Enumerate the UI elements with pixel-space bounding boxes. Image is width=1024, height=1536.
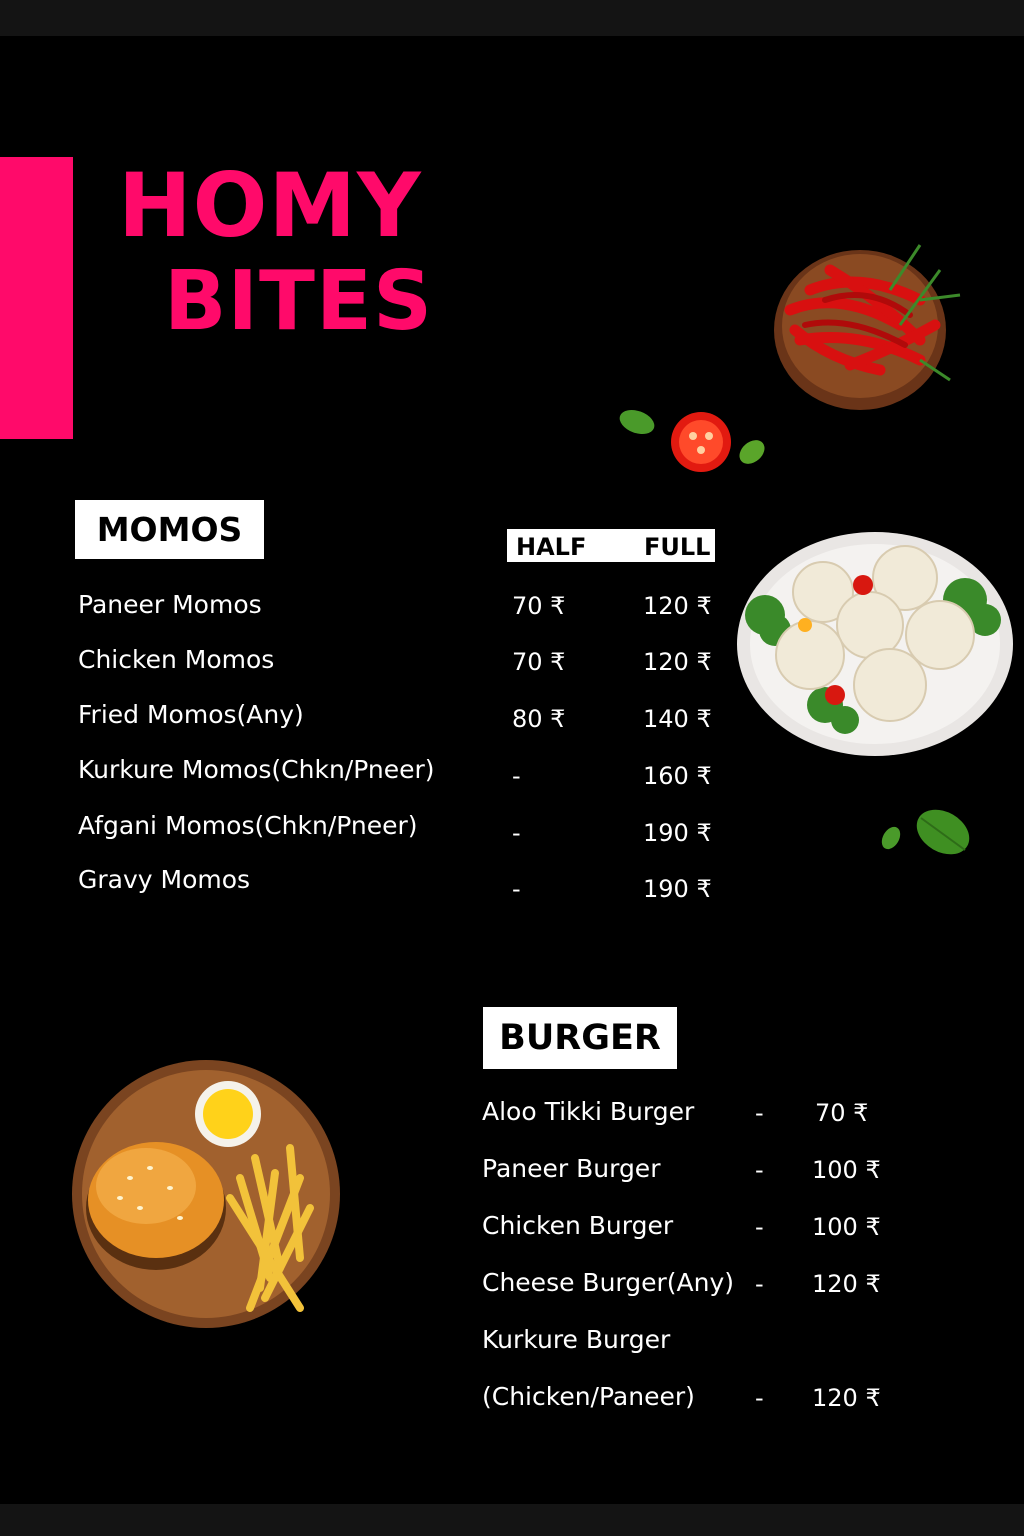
burger-item-price: 100 ₹ [812,1156,881,1184]
burger-item-price: 120 ₹ [812,1384,881,1412]
burger-item-price: 70 ₹ [815,1099,869,1127]
tomato-garnish [615,402,775,482]
momos-item-half-price: - [512,875,521,903]
momos-item-name: Kurkure Momos(Chkn/Pneer) [78,755,435,784]
basil-leaves-icon [875,800,975,870]
burger-item-price: 100 ₹ [812,1213,881,1241]
momos-section-title: MOMOS [75,500,264,559]
burger-item-name: Paneer Burger [482,1154,661,1183]
momos-item-name: Fried Momos(Any) [78,700,304,729]
burger-item-name: (Chicken/Paneer) [482,1382,695,1411]
brand-line-2: BITES [164,254,434,349]
burger-item-name: Cheese Burger(Any) [482,1268,735,1297]
burger-fries-plate-icon [70,1058,345,1333]
momos-item-half-price: 70 ₹ [512,592,566,620]
basil-leaf-icon [616,406,657,439]
brand-line-1: HOMY [118,154,422,257]
size-header [507,529,715,562]
chili-bowl-icon [770,230,965,415]
momos-item-full-price: 160 ₹ [643,762,712,790]
half-label: HALF [516,533,587,561]
momos-item-half-price: - [512,762,521,790]
burger-item-dash: - [755,1384,764,1412]
burger-section-title: BURGER [483,1007,677,1069]
accent-bar [0,157,73,439]
momos-item-full-price: 120 ₹ [643,592,712,620]
momos-item-name: Paneer Momos [78,590,262,619]
momos-plate-icon [735,530,1015,758]
burger-item-dash: - [755,1156,764,1184]
burger-item-dash: - [755,1099,764,1127]
momos-item-full-price: 140 ₹ [643,705,712,733]
momos-item-full-price: 120 ₹ [643,648,712,676]
momos-item-full-price: 190 ₹ [643,819,712,847]
burger-item-name: Aloo Tikki Burger [482,1097,695,1126]
momos-item-half-price: - [512,819,521,847]
momos-item-name: Chicken Momos [78,645,275,674]
top-border [0,0,1024,36]
momos-item-full-price: 190 ₹ [643,875,712,903]
burger-item-dash: - [755,1270,764,1298]
burger-item-name: Kurkure Burger [482,1325,671,1354]
momos-item-name: Gravy Momos [78,865,251,894]
full-label: FULL [644,533,711,561]
momos-item-half-price: 70 ₹ [512,648,566,676]
burger-item-dash: - [755,1213,764,1241]
momos-item-name: Afgani Momos(Chkn/Pneer) [78,811,418,840]
burger-item-price: 120 ₹ [812,1270,881,1298]
momos-item-half-price: 80 ₹ [512,705,566,733]
bottom-border [0,1504,1024,1536]
burger-item-name: Chicken Burger [482,1211,674,1240]
brand-title [118,154,434,350]
